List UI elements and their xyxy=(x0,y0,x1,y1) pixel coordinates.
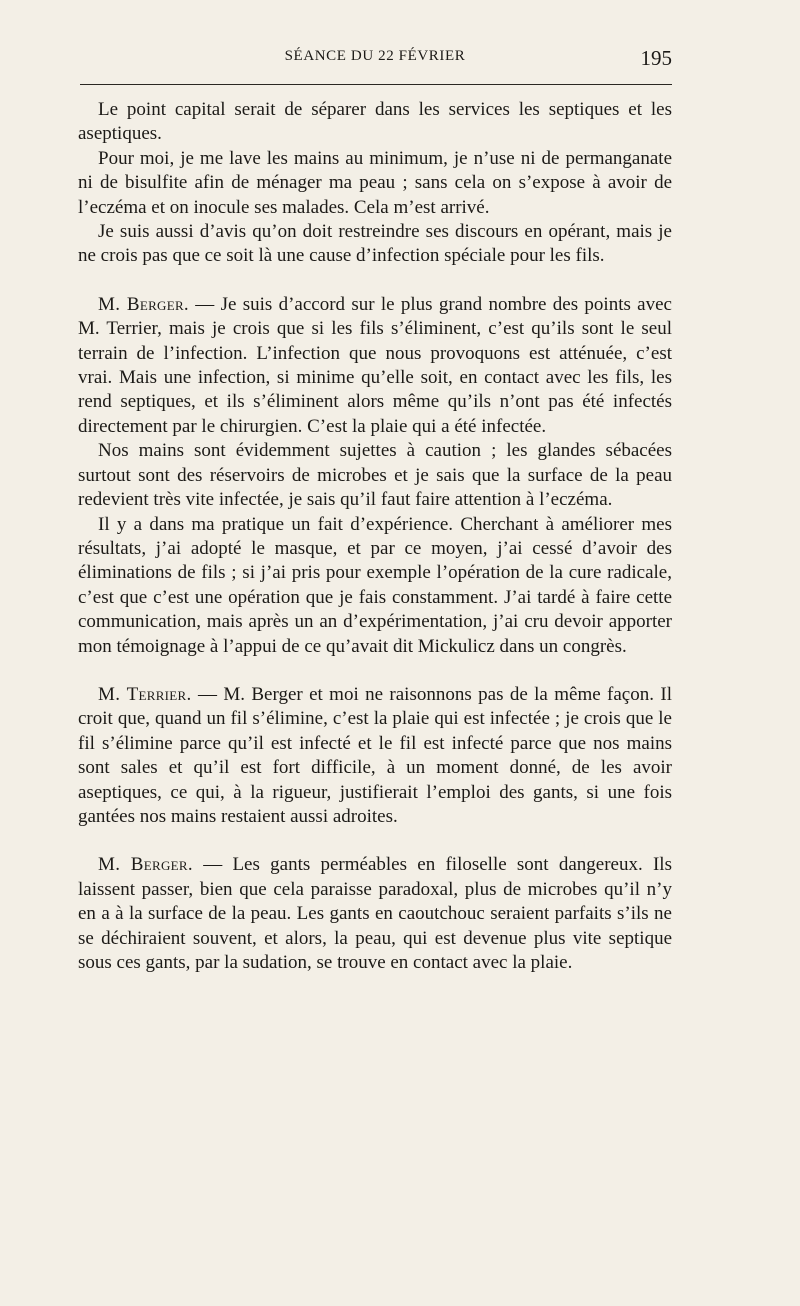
document-body xyxy=(78,98,672,975)
header-rule xyxy=(80,84,672,85)
page-header xyxy=(78,46,672,72)
paragraph xyxy=(78,683,672,829)
paragraph-text: Il y a dans ma pratique un fait d’expérience. Cherchant à améliorer mes résultats, j’ai adopté le masque, et par ce moyen, j’ai cessé d’avoir des éliminations de fils ; si j’ai pris pour exemple l’opération de la cure radicale, c’est que c’est une opération que je fais constamment. J’ai tardé à faire cette communication, mais après un an d’expérimentation, j’ai cru devoir apporter mon témoignage à l’appui de ce qu’avait dit Mickulicz dans un congrès. xyxy=(78,513,672,657)
paragraph-text: Je suis aussi d’avis qu’on doit restreindre ses discours en opérant, mais je ne crois pas que ce soit là une cause d’infection spéciale pour les fils. xyxy=(78,221,672,267)
paragraph xyxy=(78,439,672,512)
running-title: SÉANCE DU 22 FÉVRIER xyxy=(284,48,466,64)
paragraph-text: — M. Berger et moi ne raisonnons pas de la même façon. Il croit que, quand un fil s’élimine, c’est la plaie qui est infectée ; je crois que le fil s’élimine parce qu’il est infecté et le fil est infecté parce que nos mains sont sales et qu’il est fort difficile, à un moment donné, de les avoir aseptiques, ce qui, à la rigueur, justifierait l’emploi des gants, si une fois gantées nos mains restaient aussi adroites. xyxy=(78,683,672,827)
speaker-name: M. Berger. xyxy=(98,293,189,315)
paragraph xyxy=(78,293,672,439)
page-number: 195 xyxy=(640,46,672,70)
paragraph-text: — Je suis d’accord sur le plus grand nombre des points avec M. Terrier, mais je crois que si les fils s’éliminent, c’est qu’ils sont le seul terrain de l’infection. L’infection que nous provoquons est atténuée, c’est vrai. Mais une infection, si minime qu’elle soit, en contact avec les fils, les rend septiques, et ils s’éliminent alors même qu’ils n’ont pas été infectés directement par le chirurgien. C’est la plaie qui a été infectée. xyxy=(78,293,672,437)
paragraph xyxy=(78,98,672,147)
speaker-name: M. Berger. xyxy=(98,854,193,876)
paragraph xyxy=(78,513,672,659)
paragraph-text: Nos mains sont évidemment sujettes à caution ; les glandes sébacées surtout sont des réservoirs de microbes et je sais que la surface de la peau redevient très vite infectée, je sais qu’il faut faire attention à l’eczéma. xyxy=(78,440,672,511)
paragraph-text: Pour moi, je me lave les mains au minimum, je n’use ni de permanganate ni de bisulfite afin de ménager ma peau ; sans cela on s’expose à avoir de l’eczéma et on inocule ses malades. Cela m’est arrivé. xyxy=(78,147,672,218)
paragraph xyxy=(78,220,672,269)
paragraph-text: — Les gants perméables en filoselle sont dangereux. Ils laissent passer, bien que cela paraisse paradoxal, plus de microbes qu’il n’y en a à la surface de la peau. Les gants en caoutchouc seraient parfaits s’ils ne se déchiraient souvent, et alors, la peau, qui est devenue plus vite septique sous ces gants, par la sudation, se trouve en contact avec la plaie. xyxy=(78,854,672,973)
paragraph xyxy=(78,853,672,975)
paragraph-text: Le point capital serait de séparer dans les services les septiques et les aseptiques. xyxy=(78,99,672,145)
paragraph xyxy=(78,147,672,220)
speaker-name: M. Terrier. xyxy=(98,683,192,705)
